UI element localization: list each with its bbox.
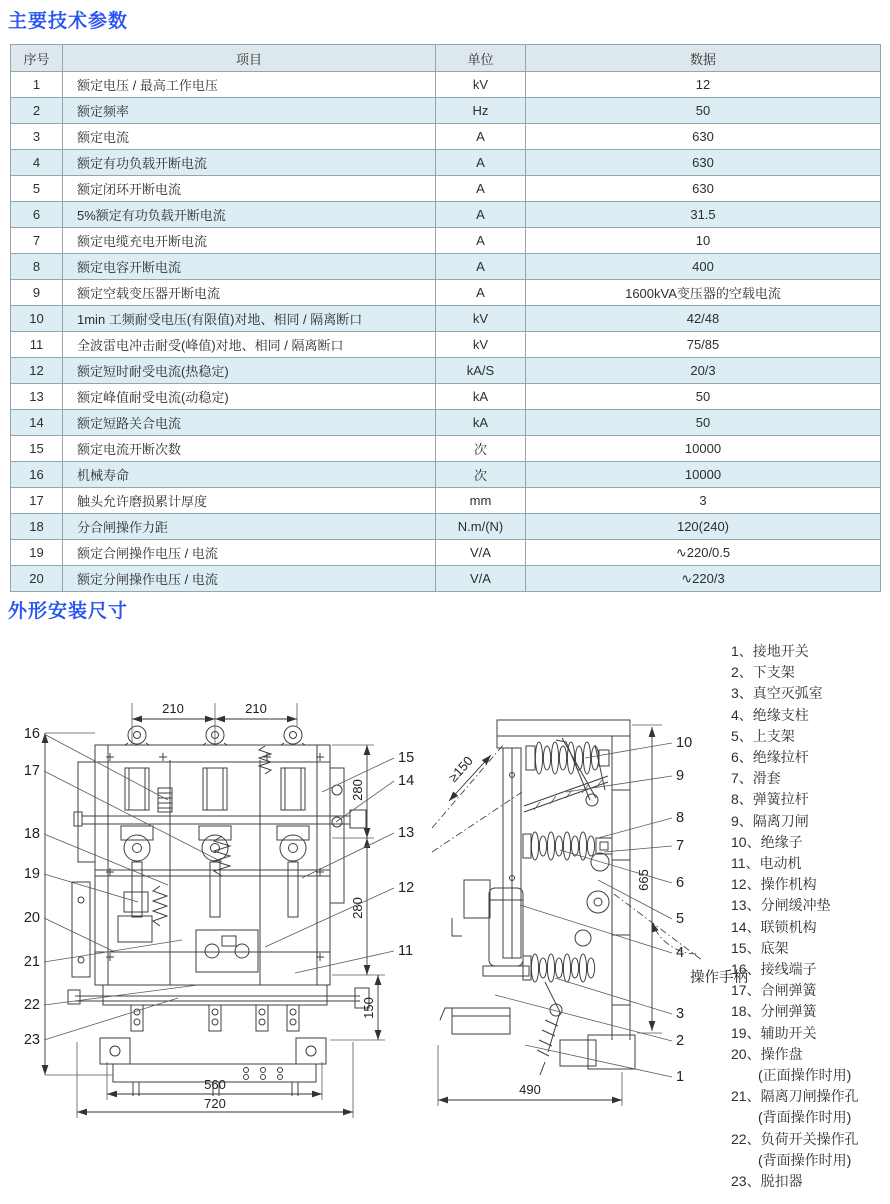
callout-20: 20 xyxy=(23,910,40,926)
table-header-row xyxy=(11,45,881,72)
col-header-no: 序号 xyxy=(11,45,63,72)
cell-item: 额定电容开断电流 xyxy=(63,254,436,280)
table-row xyxy=(11,566,881,592)
cell-item: 额定空载变压器开断电流 xyxy=(63,280,436,306)
cell-value: 10000 xyxy=(526,462,881,488)
cell-item: 额定电压 / 最高工作电压 xyxy=(63,72,436,98)
cell-item: 额定有功负载开断电流 xyxy=(63,150,436,176)
cell-value: 10 xyxy=(526,228,881,254)
cell-unit: A xyxy=(436,280,526,306)
cell-no: 16 xyxy=(11,462,63,488)
cell-item: 触头允许磨损累计厚度 xyxy=(63,488,436,514)
legend-item: 13、分闸缓冲垫 xyxy=(731,897,831,914)
callout-21: 21 xyxy=(23,954,40,970)
callout-4: 4 xyxy=(676,945,685,961)
cell-unit: kA xyxy=(436,384,526,410)
cell-item: 5%额定有功负载开断电流 xyxy=(63,202,436,228)
callout-3: 3 xyxy=(676,1006,685,1022)
legend-item-continuation: (背面操作时用) xyxy=(758,1151,852,1168)
cell-unit: 次 xyxy=(436,436,526,462)
cell-item: 额定电流开断次数 xyxy=(63,436,436,462)
cell-item: 额定短路关合电流 xyxy=(63,410,436,436)
table-row xyxy=(11,488,881,514)
dim-150-base: 150 xyxy=(361,997,376,1019)
operating-handle-label: 操作手柄 xyxy=(690,970,748,986)
dim-280-lower: 280 xyxy=(350,897,365,919)
callout-12: 12 xyxy=(398,880,415,896)
cell-no: 5 xyxy=(11,176,63,202)
cell-unit: N.m/(N) xyxy=(436,514,526,540)
legend-item: 4、绝缘支柱 xyxy=(731,706,809,723)
cell-item: 机械寿命 xyxy=(63,462,436,488)
cell-value: ∿220/0.5 xyxy=(526,540,881,566)
dim-clearance-150: ≥150 xyxy=(445,753,476,785)
table-row xyxy=(11,72,881,98)
cell-no: 14 xyxy=(11,410,63,436)
legend-item: 16、接线端子 xyxy=(731,961,817,978)
callout-22: 22 xyxy=(23,997,40,1013)
cell-value: 10000 xyxy=(526,436,881,462)
callout-10: 10 xyxy=(676,735,693,751)
cell-value: 120(240) xyxy=(526,514,881,540)
callout-7: 7 xyxy=(676,838,685,854)
cell-no: 2 xyxy=(11,98,63,124)
cell-no: 10 xyxy=(11,306,63,332)
callout-5: 5 xyxy=(676,911,685,927)
cell-unit: A xyxy=(436,202,526,228)
legend-item: 18、分闸弹簧 xyxy=(731,1003,817,1020)
table-row xyxy=(11,124,881,150)
dim-560: 560 xyxy=(204,1077,226,1092)
cell-item: 额定短时耐受电流(热稳定) xyxy=(63,358,436,384)
cell-no: 4 xyxy=(11,150,63,176)
cell-value: 31.5 xyxy=(526,202,881,228)
cell-unit: A xyxy=(436,228,526,254)
cell-no: 17 xyxy=(11,488,63,514)
cell-no: 20 xyxy=(11,566,63,592)
cell-item: 分合闸操作力距 xyxy=(63,514,436,540)
callout-13: 13 xyxy=(398,825,415,841)
table-row xyxy=(11,332,881,358)
cell-no: 1 xyxy=(11,72,63,98)
cell-unit: kA xyxy=(436,410,526,436)
cell-value: 20/3 xyxy=(526,358,881,384)
dim-665: 665 xyxy=(636,869,651,891)
legend-item: 19、辅助开关 xyxy=(731,1024,817,1041)
cell-value: 630 xyxy=(526,150,881,176)
col-header-unit: 单位 xyxy=(436,45,526,72)
cell-item: 额定电缆充电开断电流 xyxy=(63,228,436,254)
table-row xyxy=(11,436,881,462)
cell-unit: Hz xyxy=(436,98,526,124)
cell-no: 8 xyxy=(11,254,63,280)
cell-item: 1min 工频耐受电压(有限值)对地、相同 / 隔离断口 xyxy=(63,306,436,332)
cell-unit: kV xyxy=(436,332,526,358)
callout-23: 23 xyxy=(23,1032,40,1048)
middle-insulator xyxy=(523,832,612,860)
front-view-art xyxy=(68,726,369,1096)
table-row xyxy=(11,306,881,332)
cell-no: 3 xyxy=(11,124,63,150)
legend-item: 12、操作机构 xyxy=(731,876,817,893)
cell-unit: kV xyxy=(436,306,526,332)
callout-1: 1 xyxy=(676,1069,685,1085)
legend-item: 6、绝缘拉杆 xyxy=(731,749,809,766)
callout-14: 14 xyxy=(398,773,415,789)
legend-item: 20、操作盘 xyxy=(731,1045,803,1062)
legend-item: 9、隔离刀闸 xyxy=(731,812,809,829)
callout-8: 8 xyxy=(676,810,685,826)
col-header-value: 数据 xyxy=(526,45,881,72)
callout-16: 16 xyxy=(23,726,40,742)
table-row xyxy=(11,254,881,280)
cell-unit: V/A xyxy=(436,540,526,566)
legend-item: 21、隔离刀闸操作孔 xyxy=(731,1088,859,1105)
callout-11: 11 xyxy=(398,943,414,959)
callout-6: 6 xyxy=(676,875,685,891)
callout-9: 9 xyxy=(676,768,685,784)
callout-2: 2 xyxy=(676,1033,685,1049)
legend-item: 7、滑套 xyxy=(731,770,781,787)
legend-item: 11、电动机 xyxy=(731,855,802,872)
table-row xyxy=(11,514,881,540)
dim-720: 720 xyxy=(204,1096,226,1111)
legend-item: 3、真空灭弧室 xyxy=(731,685,823,702)
table-row xyxy=(11,358,881,384)
cell-item: 额定分闸操作电压 / 电流 xyxy=(63,566,436,592)
col-header-item: 项目 xyxy=(63,45,436,72)
section-title-main-parameters: 主要技术参数 xyxy=(8,11,129,32)
table-row xyxy=(11,228,881,254)
table-row xyxy=(11,540,881,566)
legend-item: 10、绝缘子 xyxy=(731,833,803,850)
cell-item: 额定电流 xyxy=(63,124,436,150)
front-view-dimensions xyxy=(45,701,385,1118)
cell-no: 13 xyxy=(11,384,63,410)
cell-value: 42/48 xyxy=(526,306,881,332)
legend-item-continuation: (正面操作时用) xyxy=(758,1067,852,1084)
cell-item: 全波雷电冲击耐受(峰值)对地、相同 / 隔离断口 xyxy=(63,332,436,358)
dim-210-left: 210 xyxy=(162,701,184,716)
dim-280-upper: 280 xyxy=(350,779,365,801)
legend-item: 23、脱扣器 xyxy=(731,1173,803,1190)
table-row xyxy=(11,202,881,228)
cell-unit: kV xyxy=(436,72,526,98)
legend-item: 8、弹簧拉杆 xyxy=(731,791,809,808)
callout-17: 17 xyxy=(23,763,40,779)
cell-unit: mm xyxy=(436,488,526,514)
parts-legend xyxy=(731,641,889,1192)
cell-value: 1600kVA变压器的空载电流 xyxy=(526,280,881,306)
cell-unit: kA/S xyxy=(436,358,526,384)
cell-no: 7 xyxy=(11,228,63,254)
cell-unit: A xyxy=(436,124,526,150)
cell-value: 630 xyxy=(526,176,881,202)
cell-value: 50 xyxy=(526,384,881,410)
callout-18: 18 xyxy=(23,826,40,842)
legend-item-continuation: (背面操作时用) xyxy=(758,1109,852,1126)
cell-value: 630 xyxy=(526,124,881,150)
table-row xyxy=(11,410,881,436)
legend-item: 5、上支架 xyxy=(731,727,795,744)
table-row xyxy=(11,280,881,306)
cell-no: 12 xyxy=(11,358,63,384)
cell-no: 15 xyxy=(11,436,63,462)
cell-no: 9 xyxy=(11,280,63,306)
table-row xyxy=(11,462,881,488)
legend-item: 14、联锁机构 xyxy=(731,918,817,935)
cell-value: 3 xyxy=(526,488,881,514)
side-view-art xyxy=(432,720,702,1075)
dim-490: 490 xyxy=(519,1082,541,1097)
cell-unit: A xyxy=(436,176,526,202)
cell-no: 11 xyxy=(11,332,63,358)
lower-insulator xyxy=(523,954,595,982)
callout-19: 19 xyxy=(23,866,40,882)
legend-item: 15、底架 xyxy=(731,939,789,956)
cell-unit: A xyxy=(436,254,526,280)
legend-item: 22、负荷开关操作孔 xyxy=(731,1130,859,1147)
cell-value: 50 xyxy=(526,410,881,436)
legend-item: 2、下支架 xyxy=(731,664,795,681)
parameters-table xyxy=(10,44,881,592)
table-row xyxy=(11,176,881,202)
cell-no: 18 xyxy=(11,514,63,540)
front-view-callouts xyxy=(24,726,414,1048)
table-row xyxy=(11,98,881,124)
dim-210-right: 210 xyxy=(245,701,267,716)
cell-unit: 次 xyxy=(436,462,526,488)
side-view-callouts xyxy=(495,735,748,1085)
cell-no: 19 xyxy=(11,540,63,566)
cell-item: 额定峰值耐受电流(动稳定) xyxy=(63,384,436,410)
cell-item: 额定闭环开断电流 xyxy=(63,176,436,202)
cell-value: 400 xyxy=(526,254,881,280)
callout-15: 15 xyxy=(398,750,415,766)
cell-no: 6 xyxy=(11,202,63,228)
table-row xyxy=(11,384,881,410)
table-row xyxy=(11,150,881,176)
cell-item: 额定合闸操作电压 / 电流 xyxy=(63,540,436,566)
cell-unit: A xyxy=(436,150,526,176)
cell-value: 12 xyxy=(526,72,881,98)
cell-item: 额定频率 xyxy=(63,98,436,124)
legend-item: 1、接地开关 xyxy=(731,643,809,659)
cell-value: ∿220/3 xyxy=(526,566,881,592)
legend-item: 17、合闸弹簧 xyxy=(731,982,817,999)
cell-value: 75/85 xyxy=(526,332,881,358)
cell-unit: V/A xyxy=(436,566,526,592)
cell-value: 50 xyxy=(526,98,881,124)
section-title-dimensions: 外形安装尺寸 xyxy=(8,601,129,622)
